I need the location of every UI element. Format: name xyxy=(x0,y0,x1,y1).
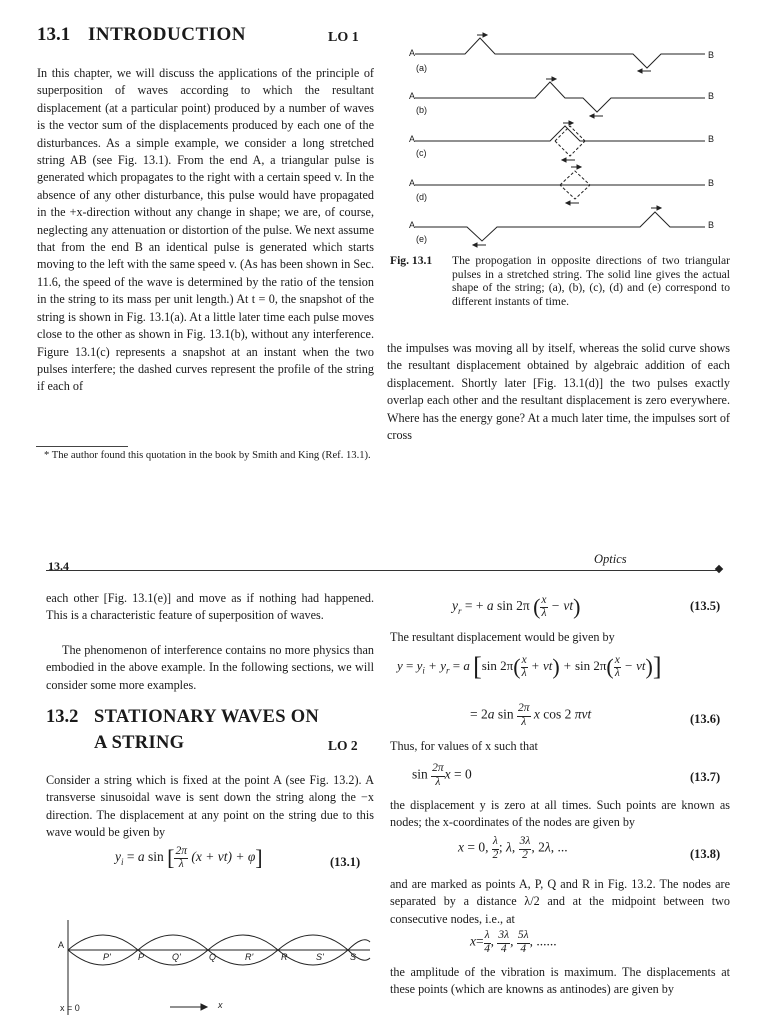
equation-number-13-8: (13.8) xyxy=(690,847,721,861)
fig-label-A-d: A xyxy=(409,178,416,188)
fig-label-A-c: A xyxy=(409,134,416,144)
learning-objective-2: LO 2 xyxy=(328,738,358,753)
fig2-label-S: S xyxy=(350,952,357,962)
antinode-positions: x= $\frac{\lambda}{4}$ , $\frac{3\lambda}{4}$ , $\frac{5\lambda}{4}$ , ...... xyxy=(470,929,557,955)
fig2-label-Q-prime: Q' xyxy=(172,952,181,962)
fig-label-A-b: A xyxy=(409,91,416,101)
paragraph-continuation: each other [Fig. 13.1(e)] and move as if nothing had happened. This is a characteristic feature of superposition of waves. xyxy=(46,591,374,623)
running-head: Optics xyxy=(594,552,627,566)
panel-label-d: (d) xyxy=(416,192,427,202)
fig2-label-P: P xyxy=(138,952,145,962)
paragraph-stationary: Consider a string which is fixed at the point A (see Fig. 13.2). A transverse sinusoidal wave is sent down the string along the −x direction. The displacement at any point on the string due to this wave would be given by xyxy=(46,773,374,840)
equation-number-13-1: (13.1) xyxy=(330,855,361,869)
fig2-label-x: x xyxy=(218,1000,223,1010)
resultant-text: The resultant displacement would be given by xyxy=(390,630,615,644)
section-2-title-line1: STATIONARY WAVES ON xyxy=(94,707,320,727)
equation-13-1: $y_i = a$ sin [ $\frac{2\pi}{\lambda}$ (x + vt) + φ] xyxy=(115,844,263,870)
section-2-title-line2: A STRING xyxy=(94,733,185,753)
panel-label-e: (e) xyxy=(416,234,427,244)
panel-label-b: (b) xyxy=(416,105,427,115)
figure-label: Fig. 13.1 xyxy=(390,254,433,267)
intro-paragraph-left: In this chapter, we will discuss the applications of the principle of superposition of waves according to which the resultant displacement (at a particular point) produced by a number of waves is the vector sum of the displacements produced by each one of the disturbances. As a simple example, we consider a long stretched string AB (see Fig. 13.1). From the end A, a triangular pulse is generated which propagates to the right with a certain speed v. In the absence of any other disturbance, this pulse would have propagated in the +x-direction without any change in shape; we are, of course, neglecting any attenuation or distortion of the pulse. We next assume that from the end B an identical pulse is generated which starts moving to the left with the same speed v. (As has been shown in Sec. 11.6, the speed of the wave is determined by the ratio of the tension in the string to its mass per unit length.) At t = 0, the snapshot of the string is shown in Fig. 13.1(a). At a little later time each pulse moves close to the other as shown in Fig. 13.1(b), without any interference. Figure 13.1(c) represents a snapshot at an instant when the two pulses interfere; the dashed curves represent the profile of the string if each of xyxy=(37,66,375,394)
amplitude-paragraph: the amplitude of the vibration is maximum. The displacements at these points (which are knowns as antinodes) are given by xyxy=(390,965,730,997)
equation-13-8: x = 0, $\frac{\lambda}{2}$ ; λ, $\frac{3\lambda}{2}$ , 2λ, ... xyxy=(458,835,568,861)
figure-caption: The propogation in opposite directions of two triangular pulses in a stretched string. The solid line gives the actual shape of the string; (a), (b), (c), (d) and (e) correspond to different instants of time. xyxy=(452,254,730,308)
string-a xyxy=(415,38,705,68)
fig2-label-Q: Q xyxy=(209,952,217,962)
fig-label-B-c: B xyxy=(708,134,715,144)
paragraph-phenomenon: The phenomenon of interference contains no more physics than embodied in the above example. In the following sections, we will consider some more examples. xyxy=(46,643,374,692)
equation-number-13-5: (13.5) xyxy=(690,599,721,613)
fig2-label-S-prime: S' xyxy=(316,952,324,962)
equation-number-13-6: (13.6) xyxy=(690,712,721,726)
fig2-label-P-prime: P' xyxy=(103,952,111,962)
fig-label-B-a: B xyxy=(708,50,715,60)
learning-objective: LO 1 xyxy=(328,30,359,45)
section-title: INTRODUCTION xyxy=(88,24,247,45)
fig2-label-R-prime: R' xyxy=(245,952,254,962)
equation-13-6-line2: = 2a sin $\frac{2\pi}{\lambda}$ x cos 2 πvt xyxy=(470,702,592,728)
section-number: 13.1 xyxy=(37,24,71,45)
string-b xyxy=(415,82,705,112)
equation-13-7: sin $\frac{2\pi}{\lambda}$ x = 0 xyxy=(412,762,472,788)
intro-paragraph-right: the impulses was moving all by itself, whereas the solid curve shows the resultant displacement obtained by algebraic addition of each displacement. Shortly later [Fig. 13.1(d)] the two pulses exactly overlap each other and the resultant displacement is zero everywhere. Where has the energy gone? At a much later time, the impulses sort of cross xyxy=(387,341,730,443)
footnote: * The author found this quotation in the book by Smith and King (Ref. 13.1). xyxy=(44,450,371,461)
fig-label-B-d: B xyxy=(708,178,715,188)
fig-label-A-a: A xyxy=(409,48,416,58)
nodes-paragraph: the displacement y is zero at all times. Such points are known as nodes; the x-coordinates of the nodes are given by xyxy=(390,798,730,830)
fig2-label-A: A xyxy=(58,940,65,950)
header-rule xyxy=(46,570,718,571)
panel-label-c: (c) xyxy=(416,148,427,158)
equation-number-13-7: (13.7) xyxy=(690,770,721,784)
section-2-number: 13.2 xyxy=(46,707,79,727)
header-diamond xyxy=(715,565,723,573)
thus-text: Thus, for values of x such that xyxy=(390,739,538,753)
fig2-label-R: R xyxy=(281,952,288,962)
antinode-paragraph: and are marked as points A, P, Q and R in Fig. 13.2. The nodes are separated by a distance λ/2 and at the midpoint between two consecutive nodes, i.e., at xyxy=(390,877,730,926)
fig-label-B-b: B xyxy=(708,91,715,101)
footnote-rule xyxy=(36,446,128,447)
string-c xyxy=(415,126,705,141)
fig-label-B-e: B xyxy=(708,220,715,230)
fig2-label-x0: x = 0 xyxy=(60,1003,80,1013)
panel-label-a: (a) xyxy=(416,63,427,73)
figure-13-1 xyxy=(405,30,730,250)
equation-13-6-line1: $y = y_i + y_r = a$ [sin 2π( $\frac{x}{\lambda}$ + vt) + sin 2π( $\frac{x}{\lambda}$ − vt)] xyxy=(397,652,662,681)
fig-label-A-e: A xyxy=(409,220,416,230)
equation-13-5: $y_r$ = + a sin 2π ( $\frac{x}{\lambda}$ − vt) xyxy=(452,593,581,619)
page-number: 13.4 xyxy=(48,559,69,573)
string-e xyxy=(415,212,705,241)
